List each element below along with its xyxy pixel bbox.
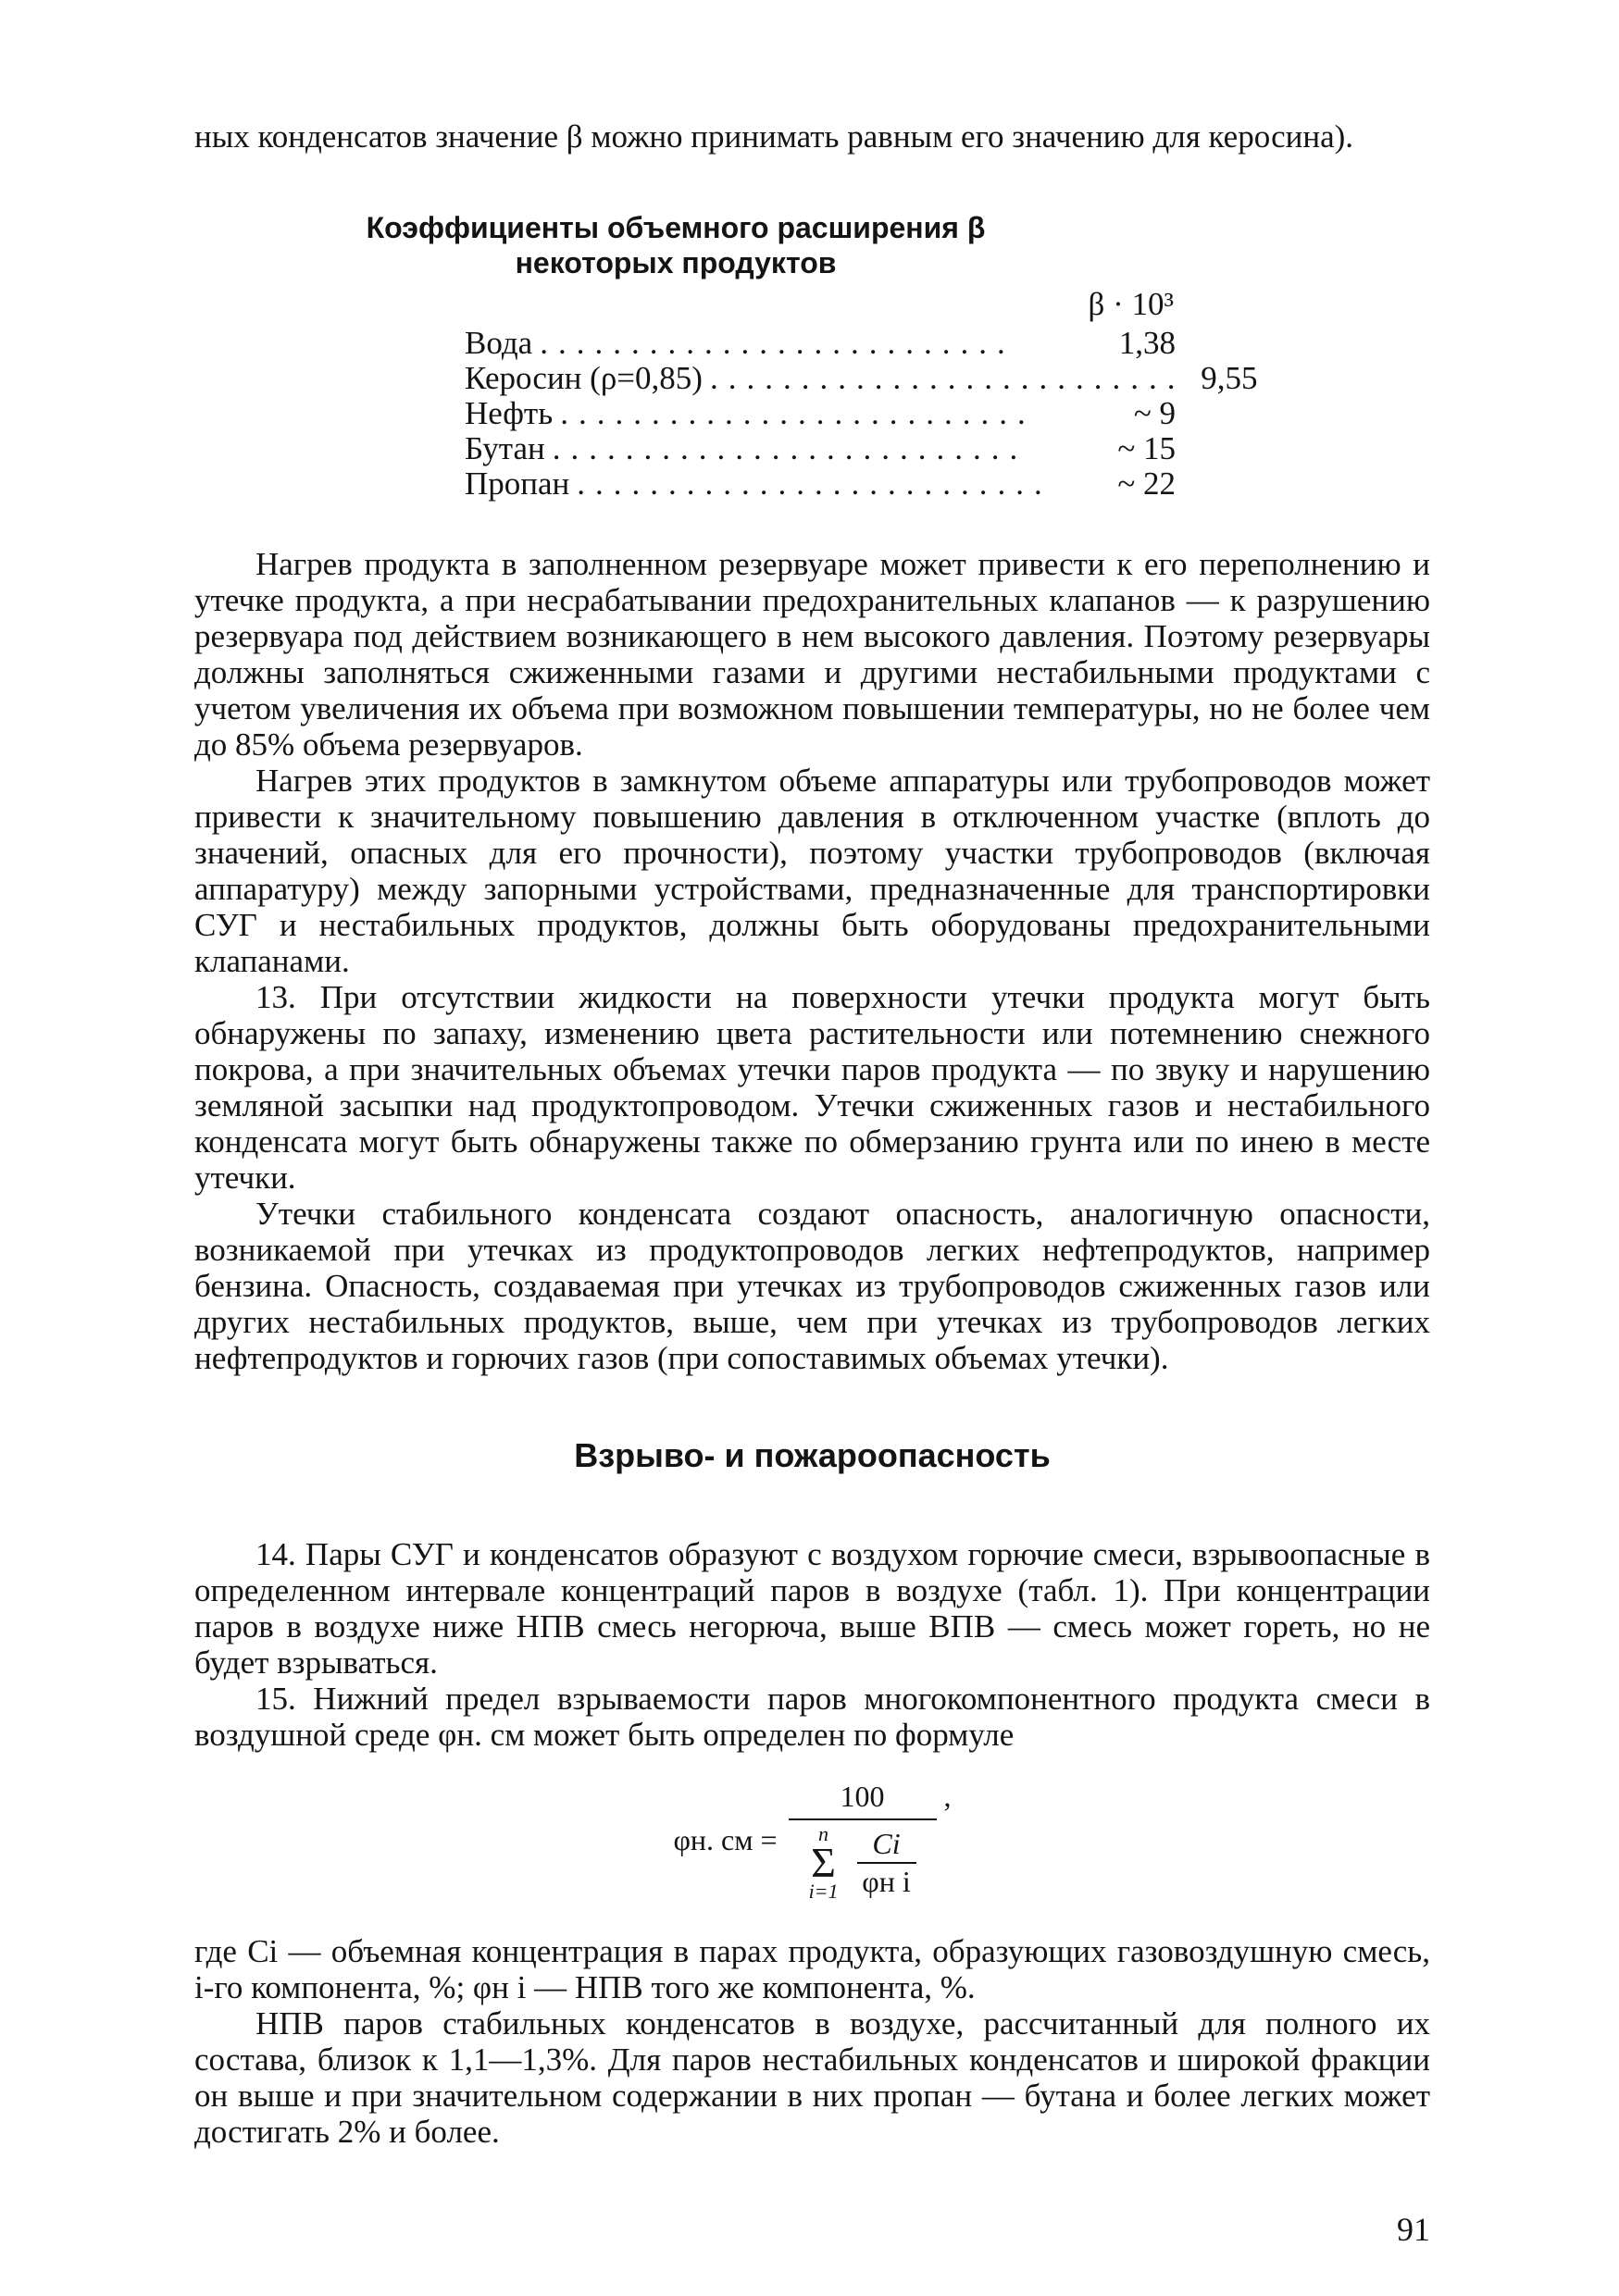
row-value: 9,55 <box>1201 360 1258 396</box>
leader-dots: .......................... <box>577 465 1052 502</box>
coefficient-table <box>465 286 1258 502</box>
row-value: ~ 9 <box>1133 395 1176 431</box>
paragraph: Нагрев продукта в заполненном резервуаре может привести к его переполнению и утечке продукта, а при несрабатывании предохранительных клапанов — к разрушению резервуара под действием возникающего в нем высокого давления. Поэтому резервуары должны заполняться сжиженными газами и другими нестабильными продуктами с учетом увеличения их объема при возможном повышении температуры, но не более чем до 85% объема резервуаров. <box>194 546 1430 763</box>
formula-lhs: φн. см = <box>673 1823 778 1856</box>
row-value: ~ 15 <box>1117 430 1176 466</box>
table-title <box>194 210 1157 280</box>
formula-numerator: 100 <box>840 1780 885 1813</box>
summation <box>809 1824 839 1902</box>
sum-upper-limit: n <box>818 1822 829 1845</box>
inner-denominator: φн i <box>862 1865 911 1898</box>
row-name: Пропан <box>465 465 570 502</box>
paragraph: Утечки стабильного конденсата создают опасность, аналогичную опасности, возникаемой при утечках из продуктопроводов легких нефтепродуктов, например бензина. Опасность, создаваемая при утечках из трубопроводов сжиженных газов или других нестабильных продуктов, выше, чем при утечках из трубопроводов легких нефтепродуктов и горючих газов (при сопоставимых объемах утечки). <box>194 1196 1430 1376</box>
paragraph: 13. При отсутствии жидкости на поверхности утечки продукта могут быть обнаружены по запаху, изменению цвета растительности или потемнению снежного покрова, а при значительных объемах утечки паров продукта — по звуку и нарушению земляной засыпки над продуктопроводом. Утечки сжиженных газов и нестабильного конденсата могут быть обнаружены также по обмерзанию грунта или по инею в месте утечки. <box>194 979 1430 1196</box>
section-heading: Взрыво- и пожароопасность <box>574 1436 1051 1474</box>
leader-dots: .......................... <box>552 430 1028 466</box>
leader-dots: .......................... <box>540 325 1015 361</box>
paragraph: НПВ паров стабильных конденсатов в воздухе, рассчитанный для полного их состава, близок к 1,1—1,3%. Для паров нестабильных конденсатов и широкой фракции он выше и при значительном содержании в них пропан — бутана и более легких может достигать 2% и более. <box>194 2005 1430 2150</box>
row-value: ~ 22 <box>1117 465 1176 502</box>
table-row <box>465 360 1258 396</box>
sum-lower-limit: i=1 <box>808 1880 839 1903</box>
table-row <box>465 326 1176 361</box>
row-value: 1,38 <box>1118 325 1176 361</box>
row-name: Бутан <box>465 430 545 466</box>
table-row <box>465 466 1176 502</box>
formula-comma: , <box>943 1780 952 1813</box>
leader-dots: .......................... <box>709 360 1186 396</box>
row-name: Керосин (ρ=0,85) <box>465 360 703 396</box>
table-title-line-1: Коэффициенты объемного расширения β <box>366 211 986 244</box>
table-row <box>465 396 1176 431</box>
page-body <box>194 118 1430 2150</box>
formula-denominator <box>809 1820 916 1902</box>
table-title-line-2: некоторых продуктов <box>515 246 837 279</box>
formula <box>194 1779 1430 1902</box>
sigma-symbol: Σ <box>811 1839 836 1886</box>
table-column-header: β · 10³ <box>1088 286 1174 322</box>
formula-fraction <box>789 1779 937 1902</box>
leader-dots: .......................... <box>560 395 1036 431</box>
paragraph: где Ci — объемная концентрация в парах продукта, образующих газовоздушную смесь, i-го компонента, %; φн i — НПВ того же компонента, %. <box>194 1933 1430 2005</box>
inner-numerator: Ci <box>872 1827 901 1860</box>
row-name: Вода <box>465 325 533 361</box>
table-row <box>465 431 1176 466</box>
page-number: 91 <box>1397 2211 1430 2248</box>
inner-fraction <box>857 1826 916 1900</box>
row-name: Нефть <box>465 395 554 431</box>
paragraph: 14. Пары СУГ и конденсатов образуют с воздухом горючие смеси, взрывоопасные в определенном интервале концентраций паров в воздухе (табл. 1). При концентрации паров в воздухе ниже НПВ смесь негорюча, выше ВПВ — смесь может гореть, но не будет взрываться. <box>194 1536 1430 1681</box>
paragraph: Нагрев этих продуктов в замкнутом объеме аппаратуры или трубопроводов может привести к значительному повышению давления в отключенном участке (вплоть до значений, опасных для его прочности), поэтому участки трубопроводов (включая аппаратуру) между запорными устройствами, предназначенные для транспортировки СУГ и нестабильных продуктов, должны быть оборудованы предохранительными клапанами. <box>194 763 1430 979</box>
paragraph: 15. Нижний предел взрываемости паров многокомпонентного продукта смеси в воздушной среде φн. см может быть определен по формуле <box>194 1681 1430 1753</box>
intro-paragraph: ных конденсатов значение β можно принимать равным его значению для керосина). <box>194 118 1354 155</box>
